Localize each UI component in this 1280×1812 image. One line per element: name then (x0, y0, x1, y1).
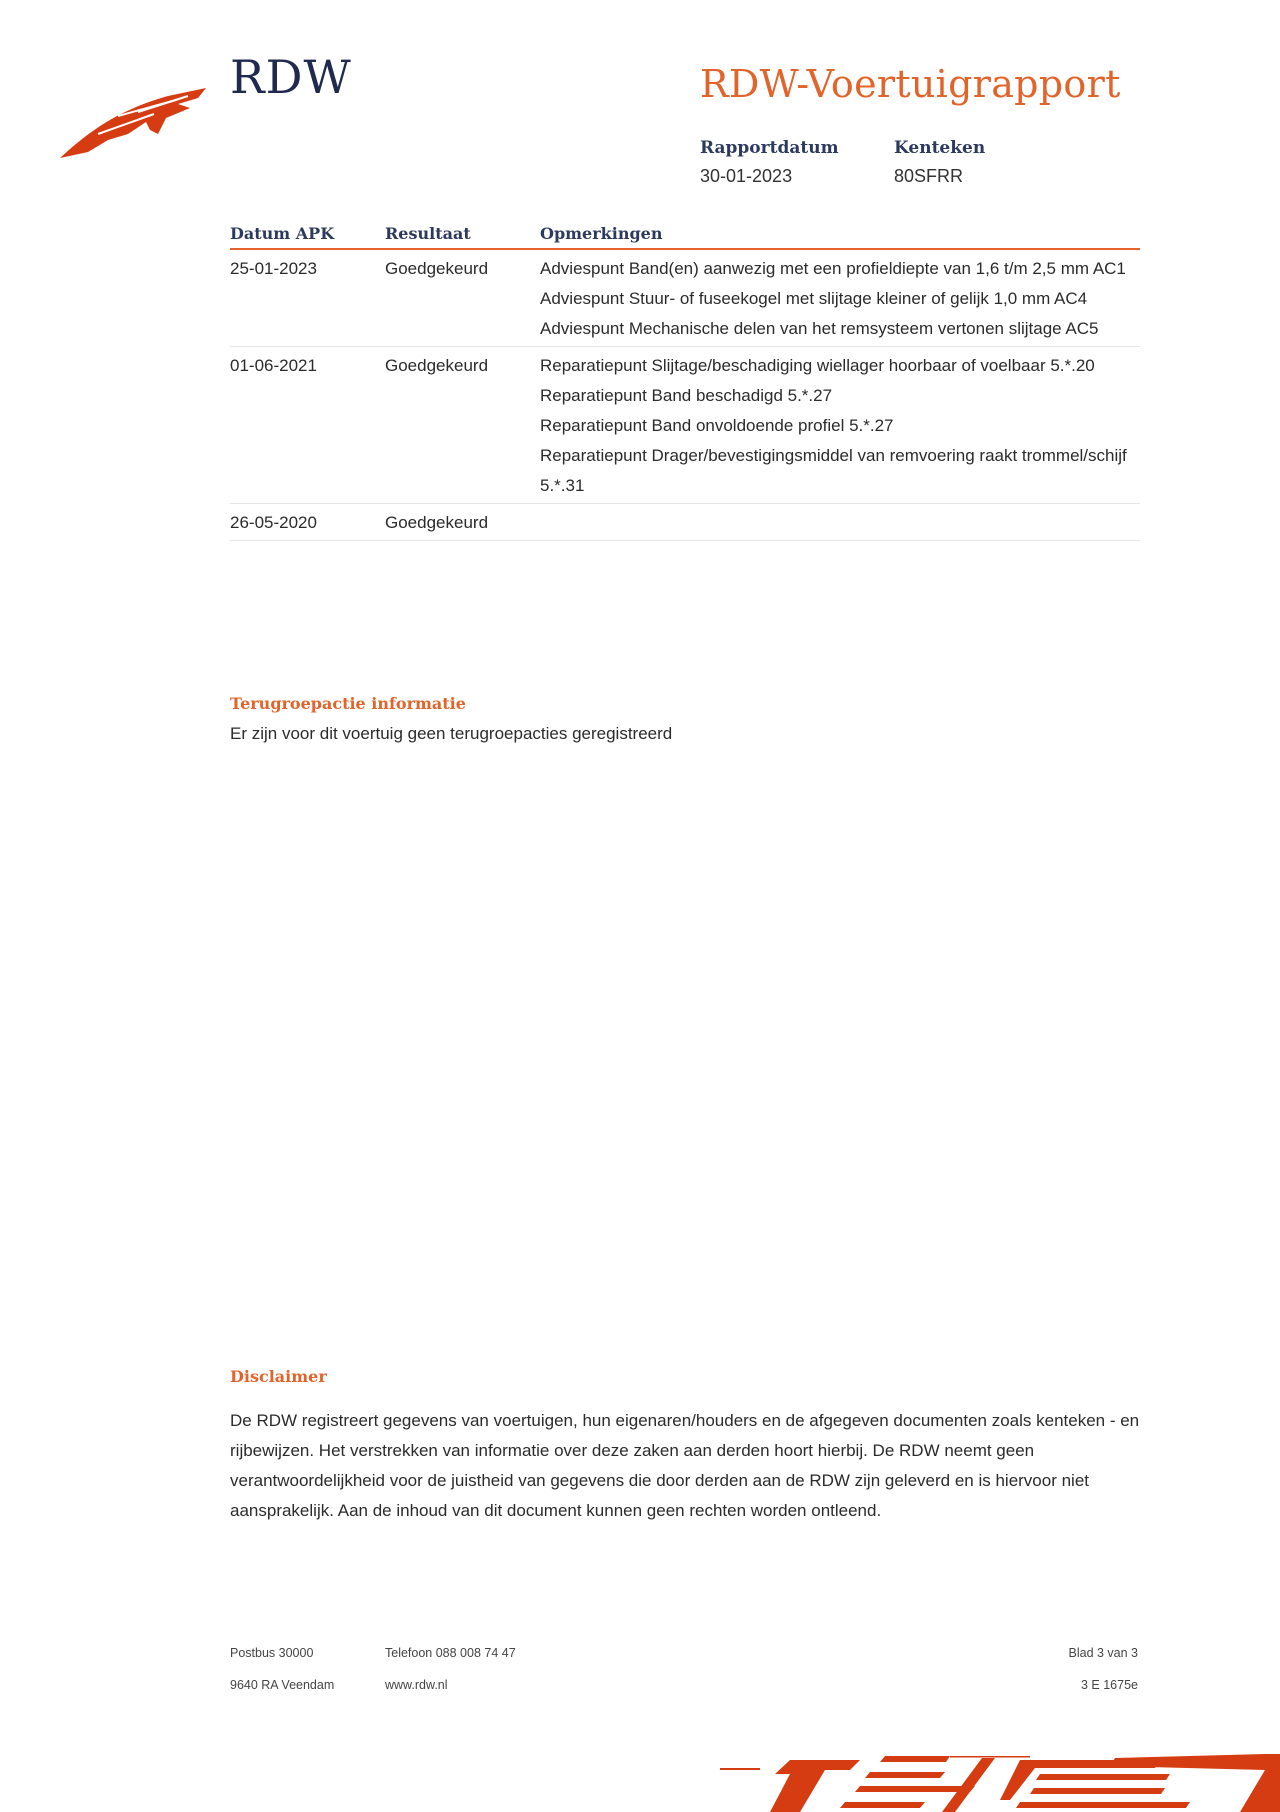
footer-page-number: Blad 3 van 3 (1068, 1646, 1138, 1660)
table-row (230, 249, 1140, 347)
footer-contact (385, 1646, 516, 1710)
apk-table (230, 224, 1140, 541)
footer-postbus: Postbus 30000 (230, 1646, 314, 1660)
recall-text: Er zijn voor dit voertuig geen terugroepacties geregistreerd (230, 724, 673, 743)
remark: Adviespunt Band(en) aanwezig met een profieldiepte van 1,6 t/m 2,5 mm AC1 (540, 259, 1126, 278)
rdw-speed-lines-icon (720, 1740, 1280, 1812)
report-title: RDW-Voertuigrapport (700, 62, 1121, 106)
apk-result: Goedgekeurd (385, 347, 540, 504)
column-header-remarks: Opmerkingen (540, 224, 1140, 249)
plate-label: Kenteken (894, 138, 986, 158)
footer-phone: Telefoon 088 008 74 47 (385, 1646, 516, 1660)
plate-value: 80SFRR (894, 166, 964, 186)
report-date-label: Rapportdatum (700, 138, 839, 158)
remark: Reparatiepunt Band beschadigd 5.*.27 (540, 386, 833, 405)
apk-date: 25-01-2023 (230, 249, 385, 347)
remark: Reparatiepunt Band onvoldoende profiel 5.*.27 (540, 416, 894, 435)
rdw-feather-logo-icon (58, 82, 208, 162)
apk-table-header (230, 224, 1140, 249)
disclaimer-text: De RDW registreert gegevens van voertuigen, hun eigenaren/houders en de afgegeven documenten zoals kenteken - en rijbewijzen. Het verstrekken van informatie over deze zaken aan derden hoort hierbij. De RDW neemt geen verantwoordelijkheid voor de juistheid van gegevens die door derden aan de RDW zijn geleverd en is hiervoor niet aansprakelijk. Aan de inhoud van dit document kunnen geen rechten worden ontleend. (230, 1411, 1140, 1520)
recall-section-title: Terugroepactie informatie (230, 694, 466, 713)
remark: Reparatiepunt Drager/bevestigingsmiddel van remvoering raakt trommel/schijf 5.*.31 (540, 446, 1127, 495)
footer-website[interactable]: www.rdw.nl (385, 1678, 448, 1692)
plate-block (894, 138, 985, 187)
disclaimer-title: Disclaimer (230, 1367, 327, 1386)
remark: Reparatiepunt Slijtage/beschadiging wiellager hoorbaar of voelbaar 5.*.20 (540, 356, 1095, 375)
apk-remarks (540, 347, 1140, 504)
footer-city: 9640 RA Veendam (230, 1678, 335, 1692)
apk-date: 26-05-2020 (230, 504, 385, 541)
column-header-date: Datum APK (230, 224, 385, 249)
apk-remarks (540, 504, 1140, 541)
column-header-result: Resultaat (385, 224, 540, 249)
logo-text: RDW (230, 50, 352, 104)
apk-result: Goedgekeurd (385, 249, 540, 347)
apk-date: 01-06-2021 (230, 347, 385, 504)
apk-remarks (540, 249, 1140, 347)
footer-code: 3 E 1675e (1081, 1678, 1138, 1692)
remark: Adviespunt Stuur- of fuseekogel met slijtage kleiner of gelijk 1,0 mm AC4 (540, 289, 1088, 308)
remark: Adviespunt Mechanische delen van het remsysteem vertonen slijtage AC5 (540, 319, 1099, 338)
table-row (230, 504, 1140, 541)
report-date-block (700, 138, 839, 187)
footer-page-info (1069, 1646, 1139, 1710)
table-row (230, 347, 1140, 504)
apk-result: Goedgekeurd (385, 504, 540, 541)
report-date-value: 30-01-2023 (700, 166, 793, 186)
footer-address (230, 1646, 334, 1710)
